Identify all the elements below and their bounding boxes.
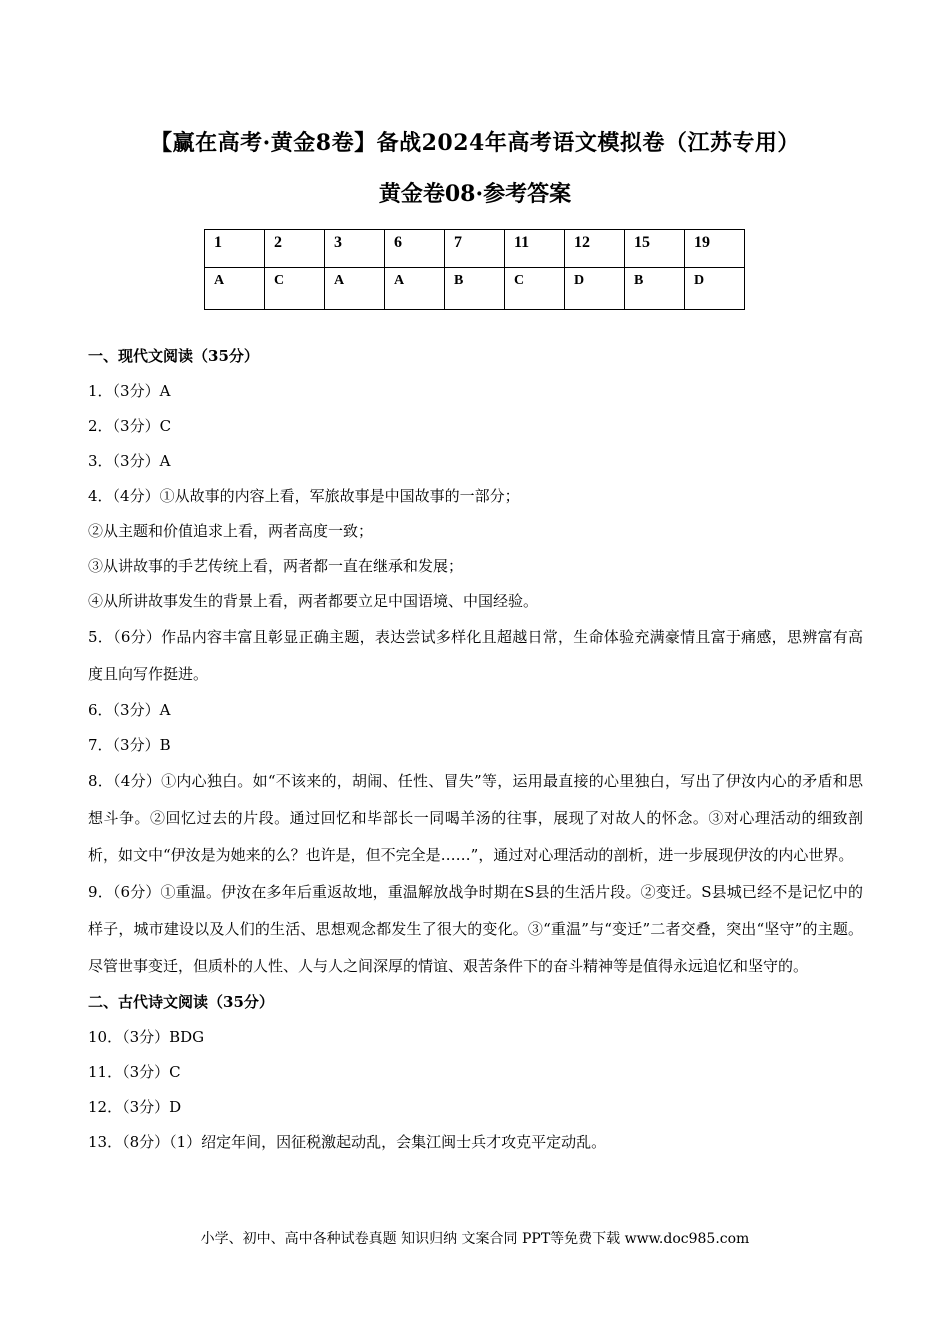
question-number-cell: 7 bbox=[445, 230, 505, 268]
question-number-cell: 19 bbox=[685, 230, 745, 268]
answer-line: 8．（4分）①内心独白。如“不该来的，胡闹、任性、冒失”等，运用最直接的心里独白，写出了伊汝内心的矛盾和思想斗争。②回忆过去的片段。通过回忆和毕部长一同喝羊汤的往事，展现了对故人的怀念。③对心理活动的细致剖析，如文中“伊汝是为她来的么？也许是，但不完全是……”，通过对心理活动的剖析，进一步展现伊汝的内心世界。 bbox=[88, 772, 863, 864]
answer-line: 1．（3分）A bbox=[88, 382, 171, 400]
answer-cell: D bbox=[565, 268, 625, 310]
section-heading: 一、现代文阅读（35分） bbox=[88, 347, 259, 365]
answer-line: ③从讲故事的手艺传统上看，两者都一直在继承和发展； bbox=[88, 557, 464, 575]
question-number-cell: 6 bbox=[385, 230, 445, 268]
answer-line: 3．（3分）A bbox=[88, 452, 171, 470]
question-number-cell: 15 bbox=[625, 230, 685, 268]
answer-line: 5．（6分）作品内容丰富且彰显正确主题，表达尝试多样化且超越日常，生命体验充满豪情且富于痛感，思辨富有高度且向写作挺进。 bbox=[88, 628, 863, 683]
answer-cell: A bbox=[385, 268, 445, 310]
answer-line: 11．（3分）C bbox=[88, 1063, 181, 1081]
answer-line: 12．（3分）D bbox=[88, 1098, 182, 1116]
question-number-cell: 1 bbox=[205, 230, 265, 268]
question-number-cell: 12 bbox=[565, 230, 625, 268]
answer-line: 10．（3分）BDG bbox=[88, 1028, 205, 1046]
question-number-cell: 11 bbox=[505, 230, 565, 268]
answer-cell: A bbox=[325, 268, 385, 310]
answer-table bbox=[204, 229, 745, 310]
answer-cell: A bbox=[205, 268, 265, 310]
answer-line: 9．（6分）①重温。伊汝在多年后重返故地，重温解放战争时期在S县的生活片段。②变迁。S县城已经不是记忆中的样子，城市建设以及人们的生活、思想观念都发生了很大的变化。③“重温”与“变迁”二者交叠，突出“坚守”的主题。尽管世事变迁，但质朴的人性、人与人之间深厚的情谊、艰苦条件下的奋斗精神等是值得永远追忆和坚守的。 bbox=[88, 883, 863, 975]
answer-cell: D bbox=[685, 268, 745, 310]
answer-line: 6．（3分）A bbox=[88, 701, 171, 719]
answer-cell: C bbox=[505, 268, 565, 310]
answer-table-answer-row bbox=[205, 268, 745, 310]
answer-content bbox=[88, 339, 863, 1160]
document-subtitle: 黄金卷08·参考答案 bbox=[378, 181, 572, 207]
question-number-cell: 2 bbox=[265, 230, 325, 268]
answer-line: ④从所讲故事发生的背景上看，两者都要立足中国语境、中国经验。 bbox=[88, 592, 539, 610]
answer-line: 13．（8分）（1）绍定年间，因征税激起动乱，会集江闽士兵才攻克平定动乱。 bbox=[88, 1133, 607, 1151]
document-title: 【赢在高考·黄金8卷】备战2024年高考语文模拟卷（江苏专用） bbox=[150, 130, 800, 156]
footer-text: 小学、初中、高中各种试卷真题 知识归纳 文案合同 PPT等免费下载 www.doc985.com bbox=[200, 1231, 750, 1247]
answer-line: ②从主题和价值追求上看，两者高度一致； bbox=[88, 522, 374, 540]
section-heading: 二、古代诗文阅读（35分） bbox=[88, 993, 274, 1011]
answer-table-number-row bbox=[205, 230, 745, 268]
answer-line: 4．（4分）①从故事的内容上看，军旅故事是中国故事的一部分； bbox=[88, 487, 520, 505]
answer-line: 7．（3分）B bbox=[88, 736, 171, 754]
answer-cell: B bbox=[625, 268, 685, 310]
question-number-cell: 3 bbox=[325, 230, 385, 268]
answer-cell: C bbox=[265, 268, 325, 310]
answer-line: 2．（3分）C bbox=[88, 417, 172, 435]
answer-cell: B bbox=[445, 268, 505, 310]
